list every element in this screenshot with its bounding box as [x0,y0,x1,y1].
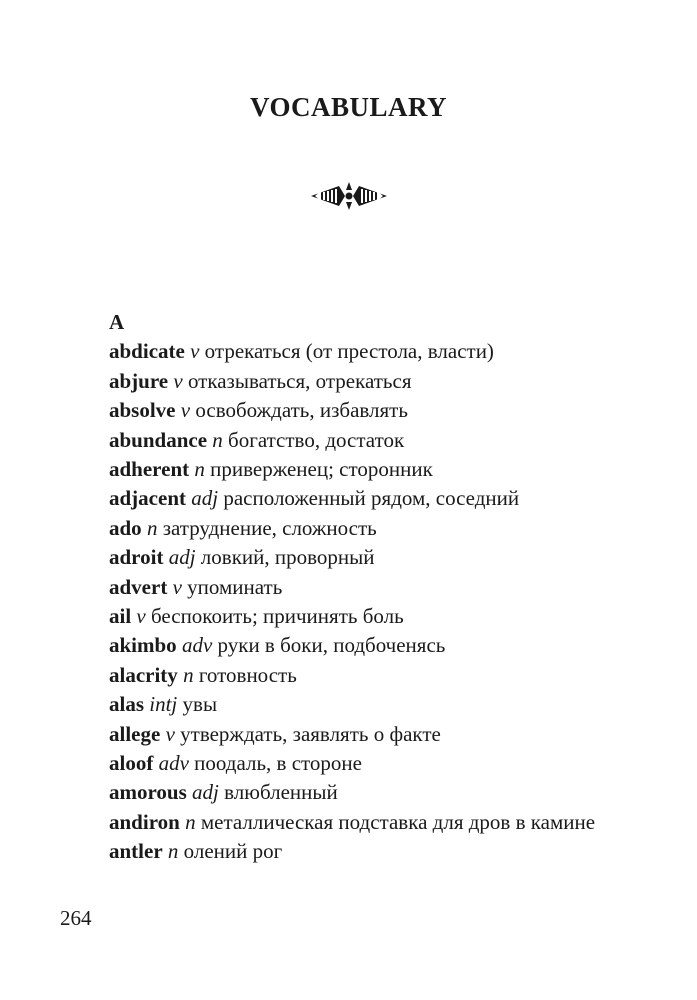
headword: ado [109,515,142,540]
part-of-speech: v [180,398,191,423]
vocabulary-entry [109,543,629,572]
translation: металлическая подставка для дров в камине [200,809,596,834]
translation: влюбленный [224,780,338,805]
part-of-speech: adv [158,751,189,776]
headword: abundance [109,427,208,452]
vocabulary-entry [109,484,629,513]
translation: затруднение, сложность [162,515,377,540]
part-of-speech: v [173,368,183,393]
part-of-speech: n [167,839,179,864]
headword: ail [109,604,132,629]
translation: поодаль, в стороне [194,751,362,776]
translation: готовность [198,662,297,687]
vocabulary-entry [109,367,629,396]
part-of-speech: v [165,721,175,746]
part-of-speech: v [172,574,182,599]
headword: adherent [109,457,190,482]
vocabulary-entry [109,573,629,602]
vocabulary-entry [109,631,629,660]
decorative-fleuron-icon [309,178,389,214]
translation: ловкий, проворный [200,545,375,570]
translation: беспокоить; причинять боль [151,604,404,629]
part-of-speech: n [194,457,205,482]
page-number: 264 [60,906,92,930]
headword: amorous [109,780,187,805]
headword: akimbo [109,633,177,658]
headword: absolve [109,398,176,423]
vocabulary-entry [109,396,629,425]
translation: олений рог [183,839,283,864]
part-of-speech: intj [149,692,178,717]
vocabulary-entry [109,602,629,631]
section-letter: A [109,310,125,334]
translation: утверждать, заявлять о факте [180,721,441,746]
vocabulary-entry [109,720,629,749]
headword: allege [109,721,161,746]
translation: богатство, достаток [228,427,405,452]
vocabulary-entry [109,778,629,807]
headword: adroit [109,545,164,570]
headword: alacrity [109,662,178,687]
headword: abjure [109,368,169,393]
part-of-speech: adj [191,486,219,511]
part-of-speech: n [183,662,194,687]
translation: увы [182,692,218,717]
part-of-speech: adj [168,545,196,570]
translation: освобождать, избавлять [195,398,408,423]
vocabulary-entry [109,455,629,484]
vocabulary-entry [109,514,629,543]
vocabulary-entry [109,749,629,778]
entry-container [109,337,629,866]
part-of-speech: v [190,339,200,364]
translation: отказываться, отрекаться [187,368,412,393]
translation: расположенный рядом, соседний [223,486,520,511]
headword: andiron [109,809,180,834]
part-of-speech: adv [181,633,213,658]
vocabulary-entry [109,661,629,690]
headword: antler [109,839,163,864]
part-of-speech: v [136,604,146,629]
headword: advert [109,574,168,599]
part-of-speech: n [185,809,196,834]
vocabulary-entry [109,690,629,719]
page-title: VOCABULARY [249,92,448,122]
headword: adjacent [109,486,186,511]
translation: отрекаться (от престола, власти) [204,339,494,364]
translation: приверженец; сторонник [210,457,433,482]
vocabulary-entry [109,808,629,837]
translation: руки в боки, подбоченясь [217,633,446,658]
vocabulary-entry [109,337,629,366]
translation: упоминать [187,574,283,599]
part-of-speech: n [212,427,223,452]
headword: abdicate [109,339,185,364]
headword: aloof [109,751,154,776]
part-of-speech: adj [192,780,219,805]
vocabulary-entry [109,837,629,866]
vocabulary-entry [109,426,629,455]
vocabulary-list [109,308,629,867]
part-of-speech: n [146,515,158,540]
headword: alas [109,692,145,717]
